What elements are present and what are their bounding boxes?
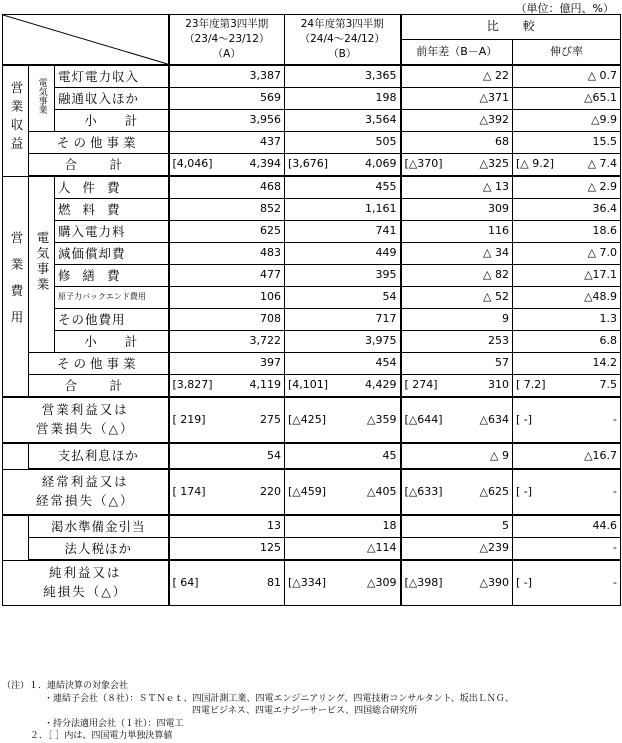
value-growth-parent: [ -]	[516, 575, 533, 589]
value-diff	[401, 397, 513, 443]
diagonal-line	[3, 15, 168, 64]
row-label: 電灯電力収入	[55, 65, 169, 88]
value-diff: 9	[401, 309, 513, 331]
value-a: 477	[169, 265, 285, 287]
value-growth: △16.7	[513, 443, 621, 469]
value-diff: △ 13	[401, 176, 513, 199]
row-label: 減価償却費	[55, 243, 169, 265]
value-growth: 36.4	[513, 199, 621, 221]
value-growth-consolidated: -	[613, 484, 618, 498]
value-b-consolidated: △405	[367, 484, 397, 498]
indent-spacer	[3, 515, 29, 560]
value-diff	[401, 469, 513, 515]
value-diff: 309	[401, 199, 513, 221]
value-growth-parent: [ -]	[516, 484, 533, 498]
value-diff-parent: [△370]	[404, 157, 443, 171]
header-growth: 伸び率	[513, 40, 621, 66]
value-diff-consolidated: △390	[479, 575, 509, 589]
row-label: その他費用	[55, 309, 169, 331]
value-diff: △ 22	[401, 65, 513, 88]
header-col-a-title: 23年度第3四半期	[185, 18, 269, 31]
value-b: 1,161	[285, 199, 401, 221]
value-growth: 1.3	[513, 309, 621, 331]
note-line: （注）１．連結決算の対象会社	[2, 681, 129, 691]
header-col-a	[169, 15, 285, 66]
value-b-parent: [3,676]	[288, 157, 329, 171]
value-a-parent: [3,827]	[172, 378, 213, 392]
value-diff-consolidated: 310	[488, 378, 509, 392]
value-growth-consolidated: △ 7.4	[587, 157, 618, 171]
value-a	[169, 375, 285, 398]
value-b: 3,564	[285, 110, 401, 132]
value-a-parent: [ 64]	[172, 575, 199, 589]
value-b-consolidated: △359	[367, 412, 397, 426]
value-a: 3,956	[169, 110, 285, 132]
value-diff: 68	[401, 132, 513, 154]
header-corner	[3, 15, 169, 66]
value-b: 395	[285, 265, 401, 287]
value-growth	[513, 560, 621, 606]
row-label: 融通収入ほか	[55, 88, 169, 110]
header-col-b-title: 24年度第3四半期	[300, 18, 384, 31]
row-label: 法人税ほか	[29, 538, 169, 561]
op-income-label-line1: 営業利益又は	[41, 402, 129, 418]
value-b: 198	[285, 88, 401, 110]
header-col-a-period: （23/4～23/12）	[184, 33, 270, 46]
value-diff	[401, 154, 513, 177]
header-compare: 比 較	[401, 15, 621, 40]
row-label: その他事業	[29, 132, 169, 154]
row-label: 人件費	[55, 176, 169, 199]
value-diff: △ 52	[401, 287, 513, 309]
value-growth-consolidated: -	[613, 412, 618, 426]
value-growth: △ 7.0	[513, 243, 621, 265]
indent-spacer	[3, 443, 29, 469]
value-b: 717	[285, 309, 401, 331]
op-income-label	[3, 397, 169, 443]
value-b: 449	[285, 243, 401, 265]
row-label: 燃料費	[55, 199, 169, 221]
revenue-electric-label: 電気事業	[29, 65, 55, 132]
header-diff: 前年差（B－A）	[401, 40, 513, 66]
value-b: 3,975	[285, 331, 401, 353]
row-label: 渇水準備金引当	[29, 515, 169, 538]
value-growth: △48.9	[513, 287, 621, 309]
value-diff: △371	[401, 88, 513, 110]
row-label: 修繕費	[55, 265, 169, 287]
note-line: ・持分法適用会社（１社）：四電工	[44, 718, 184, 729]
ord-income-label	[3, 469, 169, 515]
value-b	[285, 375, 401, 398]
value-a: 483	[169, 243, 285, 265]
value-growth-consolidated: 7.5	[599, 378, 618, 392]
value-growth: △ 0.7	[513, 65, 621, 88]
value-b	[285, 397, 401, 443]
value-b-parent: [△334]	[288, 575, 327, 589]
row-label: 原子力バックエンド費用	[55, 287, 169, 309]
value-a: 125	[169, 538, 285, 561]
value-growth: △9.9	[513, 110, 621, 132]
value-a-consolidated: 4,394	[249, 157, 281, 171]
ord-income-label-line1: 経常利益又は	[41, 474, 129, 490]
value-diff: △ 34	[401, 243, 513, 265]
value-a	[169, 469, 285, 515]
note-line: ・連結子会社（８社）：ＳＴＮｅｔ、四国計測工業、四電エンジニアリング、四電技術コンサルタント、坂出ＬＮＧ、	[44, 693, 514, 704]
value-a: 106	[169, 287, 285, 309]
expense-group-label: 営業費用	[3, 176, 29, 397]
value-b	[285, 154, 401, 177]
value-growth	[513, 469, 621, 515]
value-a	[169, 154, 285, 177]
value-diff: 116	[401, 221, 513, 243]
value-a: 708	[169, 309, 285, 331]
value-a: 569	[169, 88, 285, 110]
value-a	[169, 397, 285, 443]
value-growth	[513, 375, 621, 398]
note-line: 四電ビジネス、四電エナジーサービス、四国総合研究所	[192, 706, 418, 716]
value-a: 54	[169, 443, 285, 469]
value-b	[285, 469, 401, 515]
value-growth: 44.6	[513, 515, 621, 538]
value-a: 3,387	[169, 65, 285, 88]
value-b: 45	[285, 443, 401, 469]
row-label: その他事業	[29, 353, 169, 375]
row-label: 合 計	[29, 375, 169, 398]
value-b: 54	[285, 287, 401, 309]
value-b	[285, 560, 401, 606]
value-b-consolidated: △309	[367, 575, 397, 589]
value-growth: 15.5	[513, 132, 621, 154]
value-b-parent: [△425]	[288, 412, 327, 426]
net-income-label-line1: 純利益又は	[48, 565, 122, 581]
value-diff-consolidated: △625	[479, 484, 509, 498]
value-b-consolidated: 4,069	[365, 157, 397, 171]
value-diff: 57	[401, 353, 513, 375]
row-label: 購入電力料	[55, 221, 169, 243]
value-a	[169, 560, 285, 606]
value-a-consolidated: 220	[260, 484, 281, 498]
op-income-label-line2: 営業損失（△）	[35, 421, 135, 436]
value-growth-parent: [△ 9.2]	[516, 157, 555, 171]
header-col-b-period: （24/4～24/12）	[299, 33, 385, 46]
note-line: ２．［ ］内は、四国電力単独決算値	[30, 731, 173, 741]
value-b: △114	[285, 538, 401, 561]
unit-label: （単位：億円、%）	[515, 2, 614, 15]
header-col-a-key: （A）	[212, 47, 241, 60]
value-growth: 14.2	[513, 353, 621, 375]
value-a: 13	[169, 515, 285, 538]
value-b: 741	[285, 221, 401, 243]
value-b: 18	[285, 515, 401, 538]
value-growth-consolidated: -	[613, 575, 618, 589]
value-growth	[513, 154, 621, 177]
value-b-parent: [△459]	[288, 484, 327, 498]
value-growth: 6.8	[513, 331, 621, 353]
value-a: 625	[169, 221, 285, 243]
value-a-parent: [ 174]	[172, 484, 206, 498]
value-growth-parent: [ 7.2]	[516, 378, 546, 392]
value-diff-parent: [ 274]	[404, 378, 438, 392]
value-a: 3,722	[169, 331, 285, 353]
value-a-consolidated: 81	[267, 575, 281, 589]
value-a-consolidated: 4,119	[249, 378, 281, 392]
notes	[2, 680, 514, 743]
value-diff-consolidated: △325	[479, 157, 509, 171]
value-diff-parent: [△633]	[404, 484, 443, 498]
header-col-b-key: （B）	[328, 47, 357, 60]
net-income-label	[3, 560, 169, 606]
expense-electric-label: 電気事業	[29, 176, 55, 353]
row-label: 小 計	[55, 331, 169, 353]
value-a: 437	[169, 132, 285, 154]
value-diff: △239	[401, 538, 513, 561]
financial-results-table	[2, 14, 621, 606]
value-a: 468	[169, 176, 285, 199]
header-col-b	[285, 15, 401, 66]
value-diff-parent: [△398]	[404, 575, 443, 589]
value-diff: △ 9	[401, 443, 513, 469]
value-b: 3,365	[285, 65, 401, 88]
value-diff: △ 82	[401, 265, 513, 287]
revenue-group-label: 営業収益	[3, 65, 29, 176]
value-growth: △ 2.9	[513, 176, 621, 199]
row-label: 小 計	[55, 110, 169, 132]
value-a-parent: [ 219]	[172, 412, 206, 426]
value-diff: 5	[401, 515, 513, 538]
value-diff	[401, 560, 513, 606]
value-a-consolidated: 275	[260, 412, 281, 426]
value-growth: △65.1	[513, 88, 621, 110]
net-income-label-line2: 純損失（△）	[43, 584, 128, 599]
value-diff: △392	[401, 110, 513, 132]
ord-income-label-line2: 経常損失（△）	[35, 493, 135, 508]
value-diff	[401, 375, 513, 398]
value-b: 505	[285, 132, 401, 154]
value-growth-parent: [ -]	[516, 412, 533, 426]
value-b: 454	[285, 353, 401, 375]
row-label: 合 計	[29, 154, 169, 177]
value-diff-parent: [△644]	[404, 412, 443, 426]
value-growth	[513, 397, 621, 443]
value-diff-consolidated: △634	[479, 412, 509, 426]
value-growth: 18.6	[513, 221, 621, 243]
value-b-parent: [4,101]	[288, 378, 329, 392]
value-b: 455	[285, 176, 401, 199]
value-a: 852	[169, 199, 285, 221]
value-diff: 253	[401, 331, 513, 353]
value-a-parent: [4,046]	[172, 157, 213, 171]
value-a: 397	[169, 353, 285, 375]
value-b-consolidated: 4,429	[365, 378, 397, 392]
value-growth: △17.1	[513, 265, 621, 287]
row-label: 支払利息ほか	[29, 443, 169, 469]
value-growth: -	[513, 538, 621, 561]
